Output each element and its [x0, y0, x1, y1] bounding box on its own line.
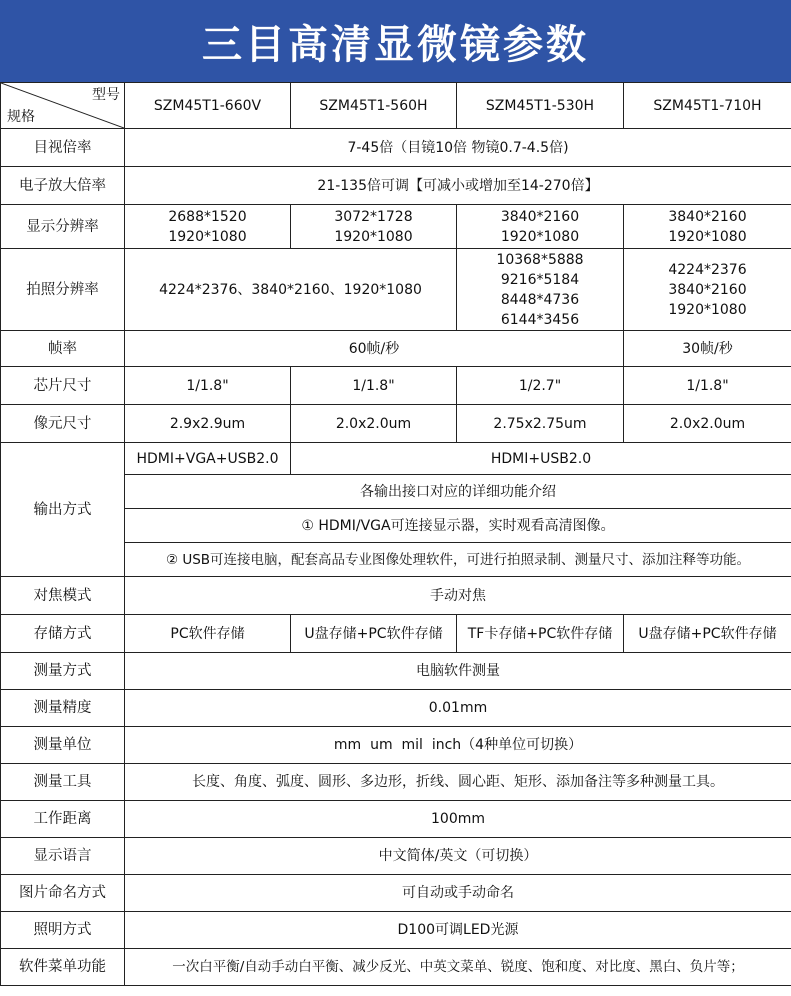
output-note-1: ① HDMI/VGA可连接显示器，实时观看高清图像。	[125, 509, 791, 543]
row-label: 测量精度	[1, 690, 125, 727]
row-label: 目视倍率	[1, 129, 125, 167]
output-others: HDMI+USB2.0	[291, 443, 791, 475]
display-res-cell: 3840*2160 1920*1080	[457, 205, 624, 249]
row-focus	[1, 577, 791, 615]
row-measure-method	[1, 653, 791, 690]
row-label: 帧率	[1, 331, 125, 367]
row-value: 7-45倍（目镜10倍 物镜0.7-4.5倍)	[125, 129, 791, 167]
photo-res-shared: 4224*2376、3840*2160、1920*1080	[125, 249, 457, 331]
row-value: 中文简体/英文（可切换）	[125, 838, 791, 875]
row-label: 软件菜单功能	[1, 949, 125, 986]
display-res-cell: 3072*1728 1920*1080	[291, 205, 457, 249]
row-value: 100mm	[125, 801, 791, 838]
row-digital-zoom	[1, 167, 791, 205]
model-header-3: SZM45T1-530H	[457, 83, 624, 129]
display-res-cell: 2688*1520 1920*1080	[125, 205, 291, 249]
row-working-distance	[1, 801, 791, 838]
row-measure-tools	[1, 764, 791, 801]
row-value: 电脑软件测量	[125, 653, 791, 690]
row-language	[1, 838, 791, 875]
header-row	[1, 83, 791, 129]
row-label: 拍照分辨率	[1, 249, 125, 331]
storage-cell: U盘存储+PC软件存储	[624, 615, 791, 653]
row-value: 0.01mm	[125, 690, 791, 727]
display-res-cell: 3840*2160 1920*1080	[624, 205, 791, 249]
output-first: HDMI+VGA+USB2.0	[125, 443, 291, 475]
row-label: 照明方式	[1, 912, 125, 949]
row-value: 21-135倍可调【可减小或增加至14-270倍】	[125, 167, 791, 205]
row-label: 存储方式	[1, 615, 125, 653]
pixel-size-cell: 2.0x2.0um	[624, 405, 791, 443]
output-intro: 各输出接口对应的详细功能介绍	[125, 475, 791, 509]
row-label: 对焦模式	[1, 577, 125, 615]
pixel-size-cell: 2.75x2.75um	[457, 405, 624, 443]
photo-res-cell-3: 10368*5888 9216*5184 8448*4736 6144*3456	[457, 249, 624, 331]
frame-rate-a: 60帧/秒	[125, 331, 624, 367]
row-software-menu	[1, 949, 791, 986]
chip-size-cell: 1/1.8"	[125, 367, 291, 405]
model-header-2: SZM45T1-560H	[291, 83, 457, 129]
row-label: 图片命名方式	[1, 875, 125, 912]
row-photo-resolution	[1, 249, 791, 331]
storage-cell: PC软件存储	[125, 615, 291, 653]
row-value: 手动对焦	[125, 577, 791, 615]
row-measure-precision	[1, 690, 791, 727]
chip-size-cell: 1/1.8"	[624, 367, 791, 405]
photo-res-cell-4: 4224*2376 3840*2160 1920*1080	[624, 249, 791, 331]
title-banner	[0, 0, 791, 82]
row-label: 输出方式	[1, 443, 125, 577]
row-naming	[1, 875, 791, 912]
row-label: 电子放大倍率	[1, 167, 125, 205]
row-value: 长度、角度、弧度、圆形、多边形，折线、圆心距、矩形、添加备注等多种测量工具。	[125, 764, 791, 801]
row-value: mm um mil inch（4种单位可切换）	[125, 727, 791, 764]
model-header-1: SZM45T1-660V	[125, 83, 291, 129]
row-frame-rate	[1, 331, 791, 367]
row-label: 芯片尺寸	[1, 367, 125, 405]
model-header-4: SZM45T1-710H	[624, 83, 791, 129]
chip-size-cell: 1/1.8"	[291, 367, 457, 405]
row-label: 测量工具	[1, 764, 125, 801]
corner-label-spec: 规格	[7, 109, 35, 125]
row-chip-size	[1, 367, 791, 405]
output-note-2: ② USB可连接电脑，配套高品专业图像处理软件，可进行拍照录制、测量尺寸、添加注释等功能。	[125, 543, 791, 577]
page-title: 三目高清显微镜参数	[202, 21, 589, 68]
row-label: 工作距离	[1, 801, 125, 838]
row-measure-unit	[1, 727, 791, 764]
row-label: 显示语言	[1, 838, 125, 875]
row-value: D100可调LED光源	[125, 912, 791, 949]
pixel-size-cell: 2.9x2.9um	[125, 405, 291, 443]
row-label: 像元尺寸	[1, 405, 125, 443]
spec-table	[0, 82, 791, 986]
row-pixel-size	[1, 405, 791, 443]
header-corner-cell	[1, 83, 125, 129]
row-label: 测量单位	[1, 727, 125, 764]
row-value: 可自动或手动命名	[125, 875, 791, 912]
row-label: 测量方式	[1, 653, 125, 690]
row-display-resolution	[1, 205, 791, 249]
storage-cell: TF卡存储+PC软件存储	[457, 615, 624, 653]
corner-label-model: 型号	[92, 87, 120, 103]
frame-rate-b: 30帧/秒	[624, 331, 791, 367]
row-magnification	[1, 129, 791, 167]
row-storage	[1, 615, 791, 653]
row-lighting	[1, 912, 791, 949]
row-output-ports	[1, 443, 791, 475]
row-label: 显示分辨率	[1, 205, 125, 249]
pixel-size-cell: 2.0x2.0um	[291, 405, 457, 443]
chip-size-cell: 1/2.7"	[457, 367, 624, 405]
storage-cell: U盘存储+PC软件存储	[291, 615, 457, 653]
row-value: 一次白平衡/自动手动白平衡、减少反光、中英文菜单、锐度、饱和度、对比度、黑白、负片等；	[125, 949, 791, 986]
